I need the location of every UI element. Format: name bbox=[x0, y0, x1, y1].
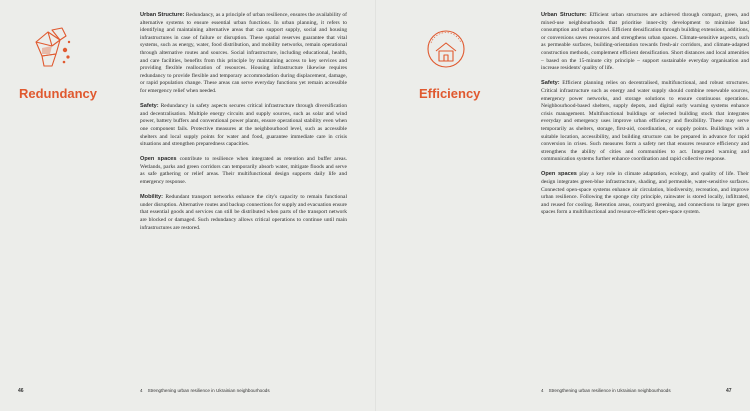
paragraph-mobility: Mobility: Redundant transport networks enhance the city's capacity to remain functional under disruption. Alternative routes and backup connections for supply and evacuation ensure that essential goods and services can still be distributed when parts of the transport network are blocked or damaged. Such redundancy allows critical operations to continue until main infrastructures are restored. bbox=[140, 194, 347, 231]
right-page bbox=[375, 0, 750, 411]
chapter-title: Strengthening urban resilience in Ukrainian neighbourhoods bbox=[548, 388, 671, 393]
chapter-title: Strengthening urban resilience in Ukrainian neighbourhoods bbox=[147, 388, 270, 393]
paragraph-safety: Safety: Redundancy in safety aspects secures critical infrastructure through diversification and decentralisation. Multiple energy circuits and supply sources, such as solar and wind power, battery buffers and conventional power plants, ensure operational stability even when one component fails. Protective measures at the neighbourhood level, such as accessible shelters and local supply points for water and food, guarantee immediate care in crisis situations and strengthen preparedness capacities. bbox=[140, 103, 347, 148]
paragraph-urban-structure: Urban Structure: Efficient urban structures are achieved through compact, green, and mixed-use neighbourhoods that prioritise inner-city development to minimise land consumption and urban sprawl. Efficient densification through building extensions, additions, or conversions saves resources and strengthens urban spaces. Climate-sensitive aspects, such as permeable surfaces, building-orientation towards fresh-air corridors, and climate-adapted construction methods, complement efficient densification. Short distances and local amenities – based on the 15-minute city principle – support sustainable everyday organisation and increase residents' quality of life. bbox=[541, 12, 749, 72]
right-text-column bbox=[541, 12, 749, 225]
left-text-column bbox=[140, 12, 347, 240]
section-title-efficiency: Efficiency bbox=[419, 86, 481, 101]
running-footer bbox=[140, 388, 270, 393]
paragraph-open-spaces: Open spaces play a key role in climate adaptation, ecology, and quality of life. Their design integrates green-blue infrastructure, shading, and permeable, water-sensitive surfaces. Connected open-space systems enhance air circulation, biodiversity, recreation, and improve urban resilience. Following the sponge city principle, rainwater is stored locally, infiltrated, and reused for cooling. Retention areas, courtyard greening, and connections to larger green spaces form a multifunctional and resource-efficient open-space system. bbox=[541, 171, 750, 216]
paragraph-safety: Safety: Efficient planning relies on decentralised, multifunctional, and robust structures. Critical infrastructure such as energy and water supply should combine renewable sources, emergency power networks, and storage solutions to ensure continuous operations. Neighbourhood-based shelters, supply depots, and digital early warning systems enhance crisis management. Multifunctional buildings or selected building stock that integrates everyday and emergency uses improve urban efficiency and flexibility. These may serve temporarily as shelters, storage, first-aid, coordination, or supply points. Buildings with a suitable location, accessibility, and building structure can be prepared in advance for rapid conversion in crises. Such measures form a safety net that ensures resource efficiency and strengthens the ability of cities and communities to act. Integrated warning and communication systems further enhance coordination and rapid collective response. bbox=[541, 80, 749, 163]
chapter-number: 4 bbox=[140, 388, 143, 393]
section-title-redundancy: Redundancy bbox=[19, 86, 98, 101]
page-number: 46 bbox=[18, 388, 24, 394]
paragraph-open-spaces: Open spaces contribute to resilience when integrated as retention and buffer areas. Wetlands, parks and green corridors can temporarily absorb water, mitigate floods and serve as safe gathering or relief areas. Their multifunctional design supports daily life and emergency response. bbox=[140, 156, 347, 186]
page-number: 47 bbox=[726, 388, 732, 394]
running-footer bbox=[541, 388, 671, 393]
paragraph-urban-structure: Urban Structure: Redundancy, as a principle of urban resilience, ensures the availability of alternative systems to ensure essential urban functions. In urban planning, it refers to identifying and maintaining alternative areas that can support supply, social and housing infrastructures in case of failure or disruption. These spatial reserves guarantee that vital systems, such as energy, water, food distribution, and mobility networks, remain operational through alternative routes and sources. Social infrastructure, including educational, health, and care facilities, benefits from this principle by maintaining access to key services and providing flexible reallocation of resources. Housing infrastructure likewise requires redundancy to provide flexible and temporary accommodation during displacement, damage, or rapid population change. These areas can serve everyday functions yet remain accessible for emergency relief when needed. bbox=[140, 12, 347, 94]
redundancy-icon bbox=[22, 22, 82, 77]
efficiency-icon bbox=[421, 25, 471, 73]
chapter-number: 4 bbox=[541, 388, 544, 393]
